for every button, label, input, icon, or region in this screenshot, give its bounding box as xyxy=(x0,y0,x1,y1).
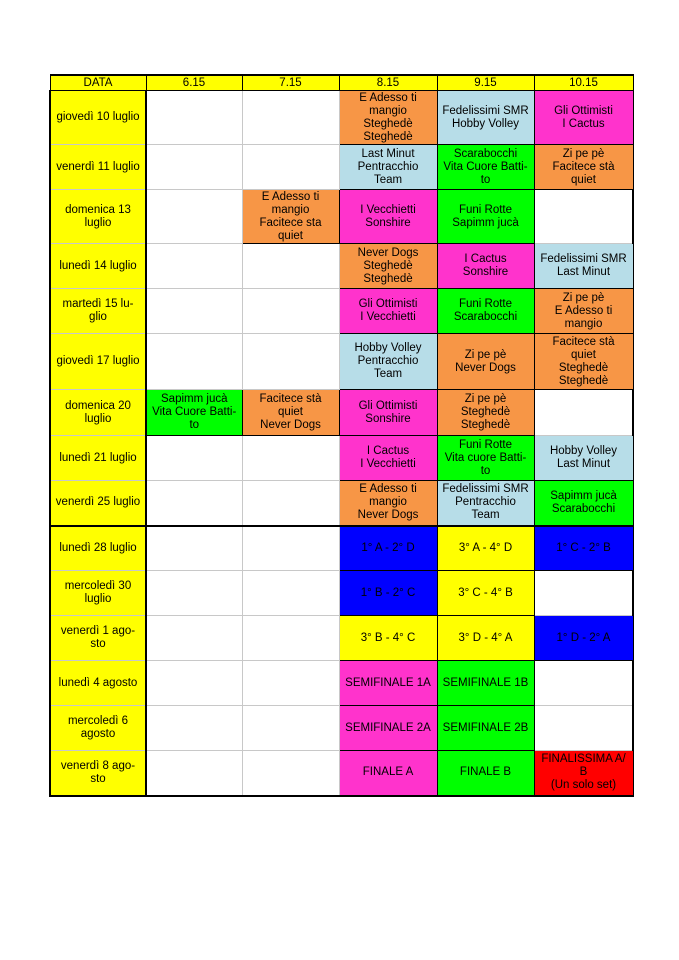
date-text: martedì 15 lu- xyxy=(62,298,134,310)
schedule-row xyxy=(50,91,633,145)
match-text: Hobby Volley xyxy=(451,117,520,130)
match-cell xyxy=(534,244,633,289)
date-cell xyxy=(50,616,146,661)
empty-slot xyxy=(242,334,339,390)
match-text: Facitece stà xyxy=(552,160,615,173)
schedule-row xyxy=(50,190,633,244)
match-text: Sapimm jucà xyxy=(161,393,228,405)
date-cell xyxy=(50,244,146,289)
match-text: Team xyxy=(373,368,403,380)
match-text: SEMIFINALE 1A xyxy=(345,676,431,689)
empty-slot xyxy=(242,289,339,334)
match-cell xyxy=(437,616,534,661)
match-text: Never Dogs xyxy=(357,509,419,522)
match-text: Funi Rotte xyxy=(458,203,513,216)
match-text: quiet xyxy=(278,406,303,418)
date-cell xyxy=(50,145,146,190)
match-cell xyxy=(339,190,437,244)
match-text: Zi pe pè xyxy=(562,291,605,304)
match-cell xyxy=(534,334,633,390)
match-cell xyxy=(437,661,534,706)
match-cell xyxy=(437,571,534,616)
empty-slot xyxy=(534,390,633,436)
match-cell xyxy=(437,751,534,796)
match-cell xyxy=(534,289,633,334)
match-text: Sapimm jucà xyxy=(452,216,519,229)
date-cell xyxy=(50,334,146,390)
match-text: I Vecchietti xyxy=(360,311,416,323)
match-cell xyxy=(534,91,633,145)
empty-slot xyxy=(242,526,339,571)
match-text: Zi pe pè xyxy=(562,147,605,160)
match-text: Sonshire xyxy=(365,412,411,425)
match-text: Steghedè xyxy=(363,272,413,285)
schedule-row xyxy=(50,436,633,481)
empty-slot xyxy=(146,526,242,571)
match-cell xyxy=(437,145,534,190)
date-text: sto xyxy=(90,638,106,650)
match-cell xyxy=(534,481,633,526)
match-text: E Adesso ti xyxy=(359,91,417,104)
match-cell xyxy=(339,661,437,706)
match-text: Facitece sta xyxy=(259,216,322,229)
date-text: giovedì 17 luglio xyxy=(56,355,140,367)
match-text: I Cactus xyxy=(562,117,605,130)
date-cell xyxy=(50,661,146,706)
empty-slot xyxy=(242,751,339,796)
empty-slot xyxy=(146,91,242,145)
empty-slot xyxy=(146,481,242,526)
match-text: Pentracchio xyxy=(455,496,516,509)
header-time-slot: 7.15 xyxy=(242,75,339,91)
match-text: Vita Cuore Batti- xyxy=(152,406,237,418)
match-text: Steghedè xyxy=(460,419,511,431)
date-cell xyxy=(50,91,146,145)
schedule-row xyxy=(50,616,633,661)
match-cell xyxy=(339,145,437,190)
match-text: E Adesso ti xyxy=(261,190,320,203)
match-cell xyxy=(339,481,437,526)
match-cell xyxy=(534,751,633,796)
match-cell xyxy=(534,436,633,481)
match-cell xyxy=(339,91,437,145)
empty-slot xyxy=(242,91,339,145)
match-cell xyxy=(437,390,534,436)
match-text: Never Dogs xyxy=(455,361,516,374)
date-text: luglio xyxy=(84,412,112,425)
match-text: quiet xyxy=(571,173,596,186)
empty-slot xyxy=(146,616,242,661)
match-text: to xyxy=(480,464,491,477)
schedule-row xyxy=(50,571,633,616)
match-cell xyxy=(339,289,437,334)
match-text: I Vecchietti xyxy=(360,458,416,470)
date-cell xyxy=(50,190,146,244)
match-cell xyxy=(534,145,633,190)
empty-slot xyxy=(534,571,633,616)
match-text: mangio xyxy=(564,317,603,330)
date-cell xyxy=(50,436,146,481)
match-text: (Un solo set) xyxy=(550,779,617,792)
header-time-slot: 6.15 xyxy=(146,75,242,91)
match-cell xyxy=(242,190,339,244)
match-text: 1° D - 2° A xyxy=(556,631,611,644)
match-cell xyxy=(242,390,339,436)
empty-slot xyxy=(146,436,242,481)
date-cell xyxy=(50,390,146,436)
match-text: 1° B - 2° C xyxy=(360,586,416,599)
date-cell xyxy=(50,526,146,571)
match-text: Funi Rotte xyxy=(458,438,513,451)
match-text: quiet xyxy=(571,348,596,361)
match-text: 3° B - 4° C xyxy=(360,631,416,644)
empty-slot xyxy=(146,190,242,244)
match-text: Last Minut xyxy=(361,147,415,160)
empty-slot xyxy=(146,145,242,190)
date-text: lunedì 4 agosto xyxy=(58,676,138,689)
empty-slot xyxy=(242,481,339,526)
match-text: to xyxy=(480,173,491,186)
match-cell xyxy=(339,751,437,796)
match-text: I Cactus xyxy=(464,253,507,265)
date-cell xyxy=(50,481,146,526)
match-text: Fedelissimi SMR xyxy=(540,253,627,265)
match-text: Steghedè xyxy=(558,361,609,374)
header-time-slot: 10.15 xyxy=(534,75,633,91)
match-text: Sapimm jucà xyxy=(550,489,617,502)
schedule-row xyxy=(50,526,633,571)
match-text: mangio xyxy=(369,496,407,509)
match-text: FINALE B xyxy=(459,766,512,779)
match-text: Scarabocchi xyxy=(453,147,518,160)
header-data: DATA xyxy=(50,75,146,91)
match-text: Steghedè xyxy=(363,117,413,130)
date-cell xyxy=(50,289,146,334)
match-text: Funi Rotte xyxy=(458,298,513,310)
match-cell xyxy=(339,706,437,751)
match-text: SEMIFINALE 2A xyxy=(345,721,431,734)
empty-slot xyxy=(242,616,339,661)
empty-slot xyxy=(242,706,339,751)
empty-slot xyxy=(146,289,242,334)
match-cell xyxy=(437,481,534,526)
match-cell xyxy=(339,616,437,661)
empty-slot xyxy=(146,661,242,706)
date-cell xyxy=(50,751,146,796)
empty-slot xyxy=(146,244,242,289)
date-text: agosto xyxy=(80,728,116,740)
date-text: luglio xyxy=(84,593,112,605)
match-text: 1° A - 2° D xyxy=(361,541,415,554)
date-text: sto xyxy=(90,772,106,785)
date-text: lunedì 14 luglio xyxy=(59,259,137,272)
match-cell xyxy=(534,526,633,571)
match-text: E Adesso ti xyxy=(359,483,417,496)
date-text: venerdì 1 ago- xyxy=(60,625,136,637)
match-text: Never Dogs xyxy=(357,246,419,259)
match-text: mangio xyxy=(369,104,407,117)
match-text: Steghedè xyxy=(558,374,609,387)
schedule-row xyxy=(50,390,633,436)
date-text: mercoledì 30 xyxy=(64,580,132,592)
match-cell xyxy=(339,244,437,289)
match-text: Fedelissimi SMR xyxy=(442,483,529,496)
schedule-table xyxy=(49,74,634,797)
match-text: Gli Ottimisti xyxy=(358,399,418,412)
match-cell xyxy=(534,616,633,661)
match-text: I Vecchietti xyxy=(360,203,416,216)
date-text: lunedì 21 luglio xyxy=(59,451,137,464)
match-text: Steghedè xyxy=(363,259,413,272)
empty-slot xyxy=(242,436,339,481)
match-text: E Adesso ti xyxy=(554,304,613,317)
match-cell xyxy=(339,436,437,481)
schedule-row xyxy=(50,661,633,706)
match-text: Steghedè xyxy=(460,406,511,418)
empty-slot xyxy=(242,661,339,706)
header-time-slot: 9.15 xyxy=(437,75,534,91)
empty-slot xyxy=(242,145,339,190)
match-text: FINALE A xyxy=(362,766,414,779)
match-text: Facitece stà xyxy=(552,335,615,348)
match-text: I Cactus xyxy=(366,445,410,457)
match-text: Hobby Volley xyxy=(549,445,618,457)
match-text: Vita cuore Batti- xyxy=(444,451,527,464)
empty-slot xyxy=(146,571,242,616)
schedule-row xyxy=(50,145,633,190)
match-cell xyxy=(437,706,534,751)
empty-slot xyxy=(534,706,633,751)
match-text: 3° C - 4° B xyxy=(458,586,513,599)
match-cell xyxy=(437,289,534,334)
match-text: SEMIFINALE 2B xyxy=(442,721,529,734)
match-text: Team xyxy=(373,173,403,186)
date-cell xyxy=(50,706,146,751)
match-text: Zi pe pè xyxy=(464,348,507,361)
match-text: Sonshire xyxy=(365,216,411,229)
date-text: venerdì 25 luglio xyxy=(55,496,141,509)
empty-slot xyxy=(242,571,339,616)
empty-slot xyxy=(242,244,339,289)
match-text: Last Minut xyxy=(556,266,611,278)
match-cell xyxy=(339,526,437,571)
date-cell xyxy=(50,571,146,616)
match-text: Scarabocchi xyxy=(453,311,518,323)
match-text: Steghedè xyxy=(363,130,413,143)
schedule-row xyxy=(50,481,633,526)
match-cell xyxy=(339,390,437,436)
match-text: SEMIFINALE 1B xyxy=(442,676,529,689)
schedule-row xyxy=(50,334,633,390)
match-text: Never Dogs xyxy=(260,419,321,431)
match-text: Last Minut xyxy=(556,458,611,470)
match-text: Pentracchio xyxy=(357,160,419,173)
match-text: FINALISSIMA A/ xyxy=(541,753,626,766)
match-text: Fedelissimi SMR xyxy=(442,104,529,117)
match-text: 1° C - 2° B xyxy=(556,541,611,554)
match-text: 3° A - 4° D xyxy=(458,541,513,554)
match-cell xyxy=(437,436,534,481)
match-text: Pentracchio xyxy=(357,355,419,367)
match-text: Facitece stà xyxy=(259,393,322,405)
match-cell xyxy=(339,334,437,390)
schedule-row xyxy=(50,751,633,796)
empty-slot xyxy=(534,190,633,244)
header-row xyxy=(50,75,633,91)
header-time-slot: 8.15 xyxy=(339,75,437,91)
match-text: Gli Ottimisti xyxy=(358,298,418,310)
match-cell xyxy=(437,91,534,145)
match-text: Zi pe pè xyxy=(464,393,507,405)
empty-slot xyxy=(146,751,242,796)
match-text: Hobby Volley xyxy=(354,342,422,354)
date-text: glio xyxy=(89,311,107,323)
date-text: venerdì 8 ago- xyxy=(60,759,136,772)
match-cell xyxy=(146,390,242,436)
date-text: giovedì 10 luglio xyxy=(56,111,140,123)
match-text: Vita Cuore Batti- xyxy=(443,160,528,173)
schedule-row xyxy=(50,706,633,751)
match-cell xyxy=(437,190,534,244)
match-text: quiet xyxy=(278,229,303,242)
match-cell xyxy=(437,526,534,571)
date-text: lunedì 28 luglio xyxy=(59,541,137,554)
match-text: to xyxy=(189,419,200,431)
date-text: mercoledì 6 xyxy=(67,715,129,727)
schedule-row xyxy=(50,244,633,289)
date-text: domenica 20 xyxy=(65,399,131,412)
empty-slot xyxy=(146,334,242,390)
match-cell xyxy=(437,334,534,390)
schedule-body xyxy=(50,75,633,796)
match-cell xyxy=(339,571,437,616)
match-text: 3° D - 4° A xyxy=(458,631,513,644)
empty-slot xyxy=(146,706,242,751)
match-text: Team xyxy=(471,509,500,522)
schedule-row xyxy=(50,289,633,334)
date-text: venerdì 11 luglio xyxy=(56,160,140,173)
match-text: mangio xyxy=(271,203,310,216)
match-text: Scarabocchi xyxy=(551,502,616,515)
date-text: luglio xyxy=(84,216,112,229)
date-text: domenica 13 xyxy=(65,203,131,216)
match-text: B xyxy=(579,766,588,779)
empty-slot xyxy=(534,661,633,706)
match-text: Gli Ottimisti xyxy=(554,104,613,117)
match-cell xyxy=(437,244,534,289)
match-text: Sonshire xyxy=(462,266,509,278)
